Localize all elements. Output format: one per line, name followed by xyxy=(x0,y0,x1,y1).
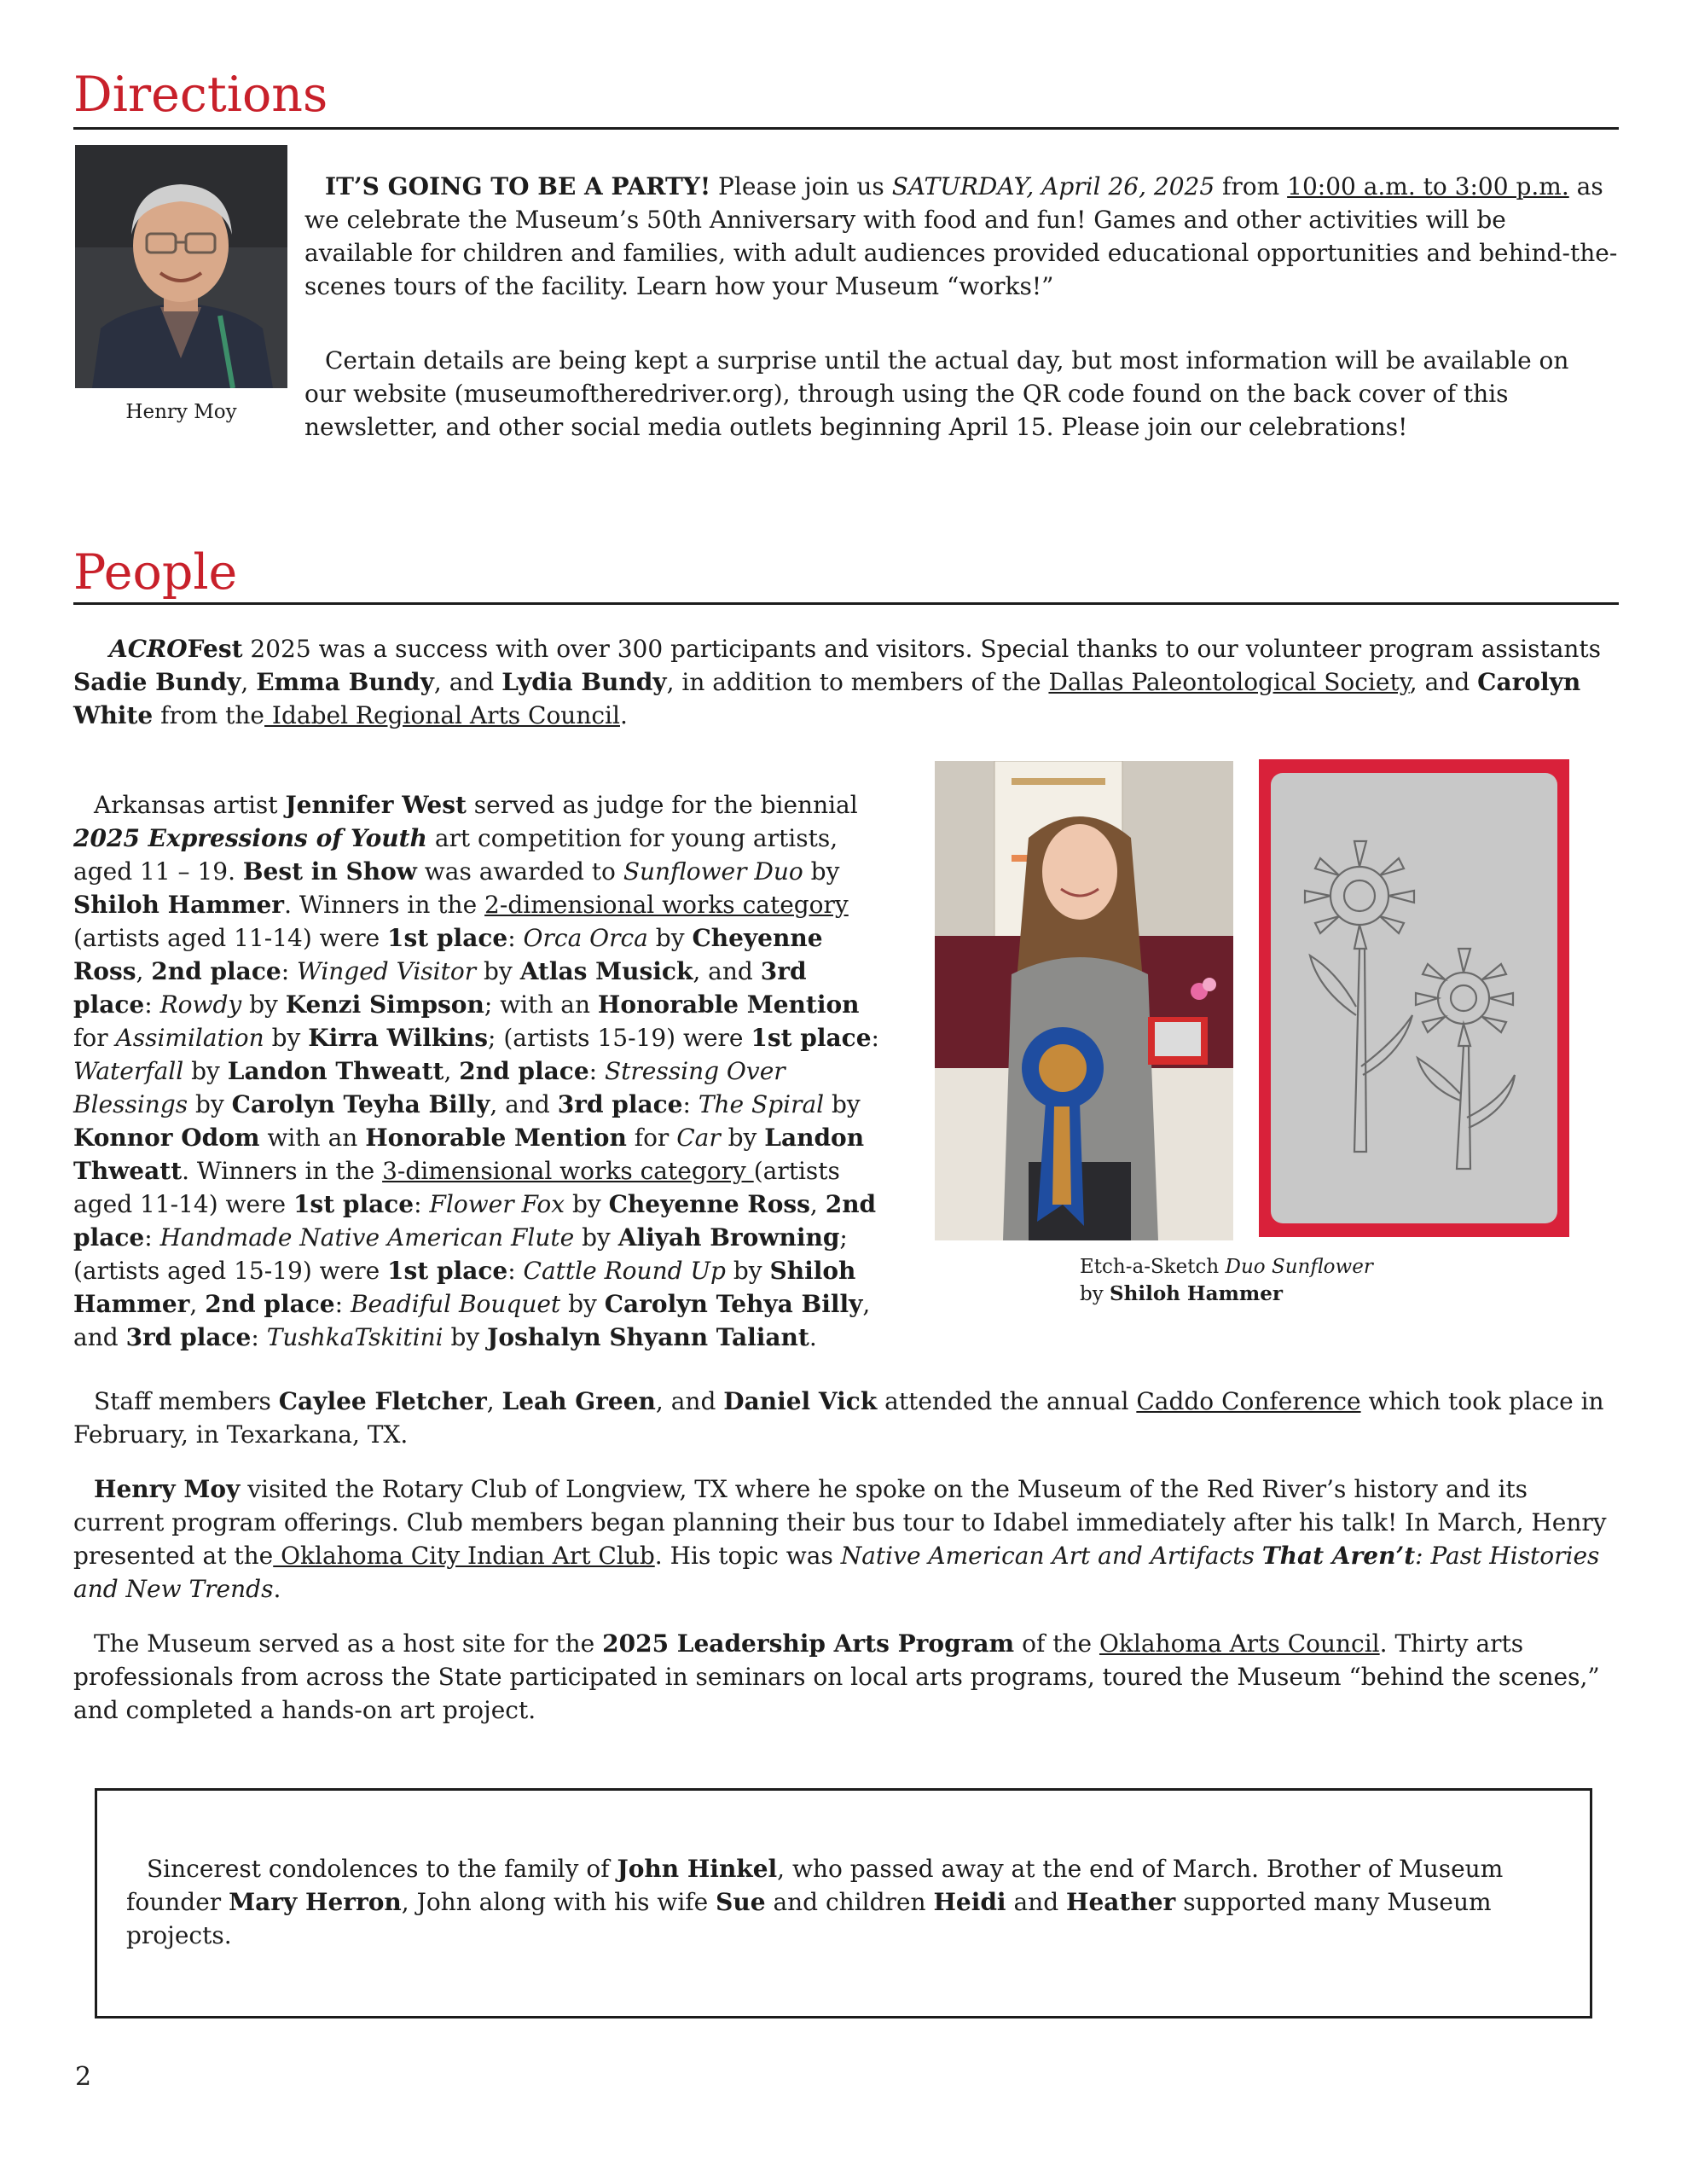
caption-text: Etch-a-Sketch xyxy=(1080,1256,1226,1278)
text: : xyxy=(334,1290,351,1318)
acrofest-name-italic: ACRO xyxy=(109,635,188,663)
program-name: 2025 Leadership Arts Program xyxy=(602,1629,1015,1658)
text: by xyxy=(188,1090,232,1118)
text: by xyxy=(183,1057,228,1085)
artist-name: Konnor Odom xyxy=(73,1124,260,1152)
artist-name: Joshalyn Shyann Taliant xyxy=(487,1323,809,1351)
text: , xyxy=(443,1057,460,1085)
award: 2nd place xyxy=(151,957,281,985)
award: 2nd place xyxy=(205,1290,335,1318)
text: , xyxy=(136,957,152,985)
text: . xyxy=(809,1323,817,1351)
text: Staff members xyxy=(94,1387,279,1415)
text: by xyxy=(443,1323,488,1351)
young-artist-photo xyxy=(935,761,1233,1240)
artwork-title: Sunflower Duo xyxy=(623,857,803,886)
text: . Winners in the xyxy=(284,891,485,919)
text: , and xyxy=(655,1387,724,1415)
text: 2025 was a success with over 300 participants and visitors. Special thanks to our volunteer program assistants xyxy=(242,635,1602,663)
volunteer-name: Emma Bundy xyxy=(256,668,434,696)
artwork-title: Beadiful Bouquet xyxy=(350,1290,561,1318)
text: art competition for young artists, aged 11 – 19. xyxy=(73,824,838,886)
text: and xyxy=(1006,1888,1067,1916)
text: : xyxy=(414,1190,430,1218)
text: ; (artists 15-19) were xyxy=(488,1024,751,1052)
caption-text: by xyxy=(1080,1283,1110,1305)
text: The Museum served as a host site for the xyxy=(94,1629,603,1658)
artwork-title: Stressing Over Blessings xyxy=(73,1057,786,1118)
artwork-title: TushkaTskitini xyxy=(266,1323,443,1351)
text: , and xyxy=(490,1090,558,1118)
henry-moy-photo xyxy=(75,145,287,388)
text: (artists aged 11-14) were xyxy=(73,924,388,952)
person-name: Henry Moy xyxy=(94,1475,241,1503)
acrofest-name-fest: Fest xyxy=(187,635,243,663)
etch-a-sketch-caption xyxy=(1080,1254,1523,1308)
text: which took place in February, in Texarkana, TX. xyxy=(73,1387,1604,1449)
award: 1st place xyxy=(387,924,508,952)
award: 1st place xyxy=(751,1024,872,1052)
competition-name: 2025 Expressions of Youth xyxy=(73,824,427,852)
condolence-box xyxy=(95,1788,1592,2018)
award: 2nd place xyxy=(459,1057,589,1085)
text: by xyxy=(725,1257,770,1285)
award: Honorable Mention xyxy=(597,990,860,1019)
text: from xyxy=(1215,172,1288,200)
text: from the xyxy=(153,701,264,729)
artwork-title: Winged Visitor xyxy=(297,957,477,985)
three-dimensional-category-link[interactable]: 3-dimensional works category xyxy=(382,1157,754,1185)
artist-name: Aliyah Browning xyxy=(617,1223,840,1252)
talk-topic-emphasis: That Aren’t xyxy=(1261,1542,1416,1570)
expressions-of-youth-paragraph xyxy=(73,788,892,1354)
text: (artists aged 11-14) were xyxy=(73,1157,840,1218)
text: visited the Rotary Club of Longview, TX where he spoke on the Museum of the Red River’s history and its current program offerings. Club members began planning their bus tour to Idabel immediately after his talk! In March, Henry presented at the xyxy=(73,1475,1607,1570)
text: ; with an xyxy=(484,990,598,1019)
text: : xyxy=(281,957,298,985)
text: , John along with his wife xyxy=(401,1888,716,1916)
staff-name: Caylee Fletcher xyxy=(278,1387,487,1415)
text: supported many Museum projects. xyxy=(126,1888,1492,1949)
text: and children xyxy=(765,1888,934,1916)
artist-name: Landon Thweatt xyxy=(227,1057,444,1085)
idabel-arts-council-link[interactable]: Idabel Regional Arts Council xyxy=(264,701,620,729)
award: 2nd place xyxy=(73,1190,877,1252)
award: 3rd place xyxy=(125,1323,252,1351)
dallas-paleontological-link[interactable]: Dallas Paleontological Society xyxy=(1048,668,1410,696)
staff-paragraph xyxy=(73,1385,1619,1451)
text: with an xyxy=(259,1124,366,1152)
talk-topic: : Past Histories and New Trends xyxy=(73,1542,1600,1603)
text: by xyxy=(824,1090,861,1118)
staff-name: Daniel Vick xyxy=(723,1387,878,1415)
text: : xyxy=(682,1090,699,1118)
text: , xyxy=(809,1190,826,1218)
text: , and xyxy=(433,668,502,696)
person-name: Heather xyxy=(1066,1888,1176,1916)
text: was awarded to xyxy=(416,857,623,886)
text: , and xyxy=(73,1290,871,1351)
text: , and xyxy=(1409,668,1478,696)
text: for xyxy=(73,1024,116,1052)
okc-indian-art-club-link[interactable]: Oklahoma City Indian Art Club xyxy=(273,1542,655,1570)
text: : xyxy=(588,1057,605,1085)
text: ; (artists aged 15-19) were xyxy=(73,1223,848,1285)
text: : xyxy=(507,924,524,952)
text: by xyxy=(560,1290,605,1318)
text: by xyxy=(574,1223,618,1252)
two-dimensional-category-link[interactable]: 2-dimensional works category xyxy=(484,891,849,919)
person-name: Sue xyxy=(716,1888,766,1916)
artwork-title: Orca Orca xyxy=(523,924,648,952)
caption-artist-name: Shiloh Hammer xyxy=(1110,1282,1283,1305)
party-paragraph xyxy=(304,170,1618,303)
event-time: 10:00 a.m. to 3:00 p.m. xyxy=(1287,172,1569,200)
volunteer-name: Sadie Bundy xyxy=(73,668,241,696)
leadership-arts-paragraph xyxy=(73,1627,1619,1727)
directions-rule xyxy=(73,127,1619,130)
henry-moy-caption: Henry Moy xyxy=(125,401,237,423)
text: , who passed away at the end of March. Brother of Museum founder xyxy=(126,1855,1504,1916)
person-name: Heidi xyxy=(933,1888,1006,1916)
text: : xyxy=(871,1024,879,1052)
event-date: SATURDAY, April 26, 2025 xyxy=(891,172,1215,200)
text: as we celebrate the Museum’s 50th Anniversary with food and fun! Games and other activities will be available for children and families, with adult audiences provided educational opportunities and behind-the-scenes tours of the facility. Learn how your Museum “works!” xyxy=(304,172,1618,300)
text: : xyxy=(507,1257,524,1285)
artwork-title: Cattle Round Up xyxy=(523,1257,726,1285)
text: , xyxy=(189,1290,206,1318)
text: by xyxy=(476,957,520,985)
award: 3rd place xyxy=(557,1090,683,1118)
text: , in addition to members of the xyxy=(666,668,1049,696)
acrofest-paragraph xyxy=(73,632,1619,732)
award: 1st place xyxy=(293,1190,415,1218)
text: attended the annual xyxy=(877,1387,1137,1415)
text: . xyxy=(619,701,628,729)
staff-name: Leah Green xyxy=(501,1387,656,1415)
artist-name: Cheyenne Ross xyxy=(73,924,823,985)
artwork-title: Handmade Native American Flute xyxy=(159,1223,575,1252)
text: , xyxy=(241,668,257,696)
caption-artwork-title: Duo Sunflower xyxy=(1225,1256,1373,1278)
text: served as judge for the biennial xyxy=(466,791,858,819)
text: . Thirty arts professionals from across the State participated in seminars on local arts programs, toured the Museum “behind the scenes,” and completed a hands-on art project. xyxy=(73,1629,1600,1724)
artist-name: Cheyenne Ross xyxy=(608,1190,810,1218)
artist-name: Kirra Wilkins xyxy=(308,1024,488,1052)
condolence-paragraph xyxy=(126,1852,1559,1952)
text: by xyxy=(647,924,693,952)
artist-name: Landon Thweatt xyxy=(73,1124,865,1185)
volunteer-name: Lydia Bundy xyxy=(501,668,667,696)
people-heading: People xyxy=(73,544,238,601)
page-number: 2 xyxy=(75,2062,92,2092)
text: for xyxy=(626,1124,677,1152)
text: , xyxy=(486,1387,502,1415)
text: , and xyxy=(693,957,761,985)
caddo-conference-link[interactable]: Caddo Conference xyxy=(1136,1387,1361,1415)
judge-name: Jennifer West xyxy=(285,791,467,819)
person-name: John Hinkel xyxy=(617,1855,778,1883)
text: by xyxy=(803,857,840,886)
artwork-title: Flower Fox xyxy=(429,1190,565,1218)
artist-name: Kenzi Simpson xyxy=(285,990,484,1019)
award: Honorable Mention xyxy=(365,1124,627,1152)
artwork-title: The Spiral xyxy=(698,1090,825,1118)
person-name: Mary Herron xyxy=(229,1888,402,1916)
oklahoma-arts-council-link[interactable]: Oklahoma Arts Council xyxy=(1099,1629,1380,1658)
text: . Winners in the xyxy=(182,1157,383,1185)
text: . xyxy=(273,1575,281,1603)
volunteer-name: Carolyn White xyxy=(73,668,1581,729)
henry-moy-paragraph xyxy=(73,1472,1619,1606)
award: 1st place xyxy=(387,1257,508,1285)
artwork-title: Car xyxy=(676,1124,721,1152)
text: : xyxy=(251,1323,267,1351)
artist-name: Carolyn Teyha Billy xyxy=(231,1090,490,1118)
text: by xyxy=(720,1124,765,1152)
award: 3rd place xyxy=(73,957,807,1019)
etch-a-sketch-photo xyxy=(1259,759,1569,1237)
talk-topic: Native American Art and Artifacts xyxy=(840,1542,1262,1570)
party-lead: IT’S GOING TO BE A PARTY! xyxy=(325,172,711,200)
text: of the xyxy=(1014,1629,1099,1658)
text: : xyxy=(144,990,160,1019)
text: Please join us xyxy=(710,172,892,200)
artwork-title: Assimilation xyxy=(115,1024,264,1052)
directions-heading: Directions xyxy=(73,67,328,123)
text: by xyxy=(264,1024,309,1052)
text: Sincerest condolences to the family of xyxy=(147,1855,617,1883)
artist-name: Atlas Musick xyxy=(519,957,693,985)
artist-name: Shiloh Hammer xyxy=(73,1257,856,1318)
artist-name: Carolyn Tehya Billy xyxy=(604,1290,863,1318)
award: Best in Show xyxy=(242,857,417,886)
text: : xyxy=(144,1223,160,1252)
artist-name: Shiloh Hammer xyxy=(73,891,285,919)
text: Arkansas artist xyxy=(94,791,286,819)
people-rule xyxy=(73,602,1619,605)
text: Certain details are being kept a surprise until the actual day, but most information will be available on our website (museumoftheredriver.org), through using the QR code found on the back cover of this newsletter, and other social media outlets beginning April 15. Please join our celebrations! xyxy=(304,346,1569,441)
text: by xyxy=(241,990,286,1019)
text: by xyxy=(565,1190,609,1218)
artwork-title: Rowdy xyxy=(159,990,242,1019)
surprise-paragraph xyxy=(304,344,1584,444)
text: . His topic was xyxy=(654,1542,841,1570)
artwork-title: Waterfall xyxy=(73,1057,184,1085)
